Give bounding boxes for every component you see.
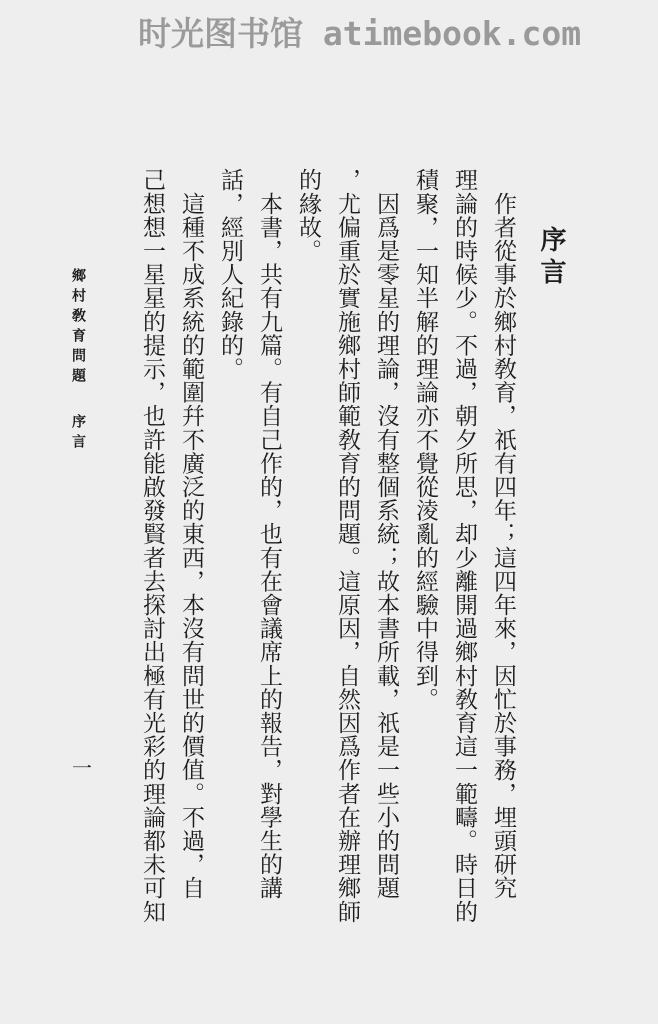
- running-head-book-title: 鄉村敎育問題: [70, 268, 86, 388]
- paragraph-line: 這種不成系統的範圍幷不廣泛的東西，本沒有問世的價值。不過，自: [178, 168, 204, 900]
- paragraph-line: 話，經別人紀錄的。: [217, 168, 243, 381]
- paragraph-line: 因爲是零星的理論，沒有整個系統；故本書所載，祇是一些小的問題: [373, 168, 399, 900]
- running-head-section: 序言: [70, 414, 86, 454]
- watermark: 时光图书馆 atimebook.com: [138, 14, 582, 53]
- paragraph-line: 積聚，一知半解的理論亦不覺從淩亂的經驗中得到。: [412, 168, 438, 711]
- preface-body: [132, 168, 522, 928]
- paragraph-line: 理論的時候少。不過，朝夕所思，却少離開過鄉村敎育這一範疇。時日的: [451, 168, 477, 924]
- running-head: [68, 268, 88, 454]
- paragraph-line: 本書，共有九篇。有自己作的，也有在會議席上的報告，對學生的講: [256, 168, 282, 900]
- paragraph-line: 的緣故。: [295, 168, 321, 263]
- page-number: 一: [72, 756, 92, 780]
- paragraph-line: ，尤偏重於實施鄉村師範敎育的問題。這原因，自然因爲作者在辦理鄉師: [334, 168, 360, 924]
- paragraph-line: 己想想一星星的提示，也許能啟發賢者去探討出極有光彩的理論都未可知: [139, 168, 165, 924]
- paragraph-line: 作者從事於鄉村敎育，祇有四年；這四年來，因忙於事務，埋頭研究: [490, 168, 516, 900]
- page-title: 序言: [536, 226, 566, 290]
